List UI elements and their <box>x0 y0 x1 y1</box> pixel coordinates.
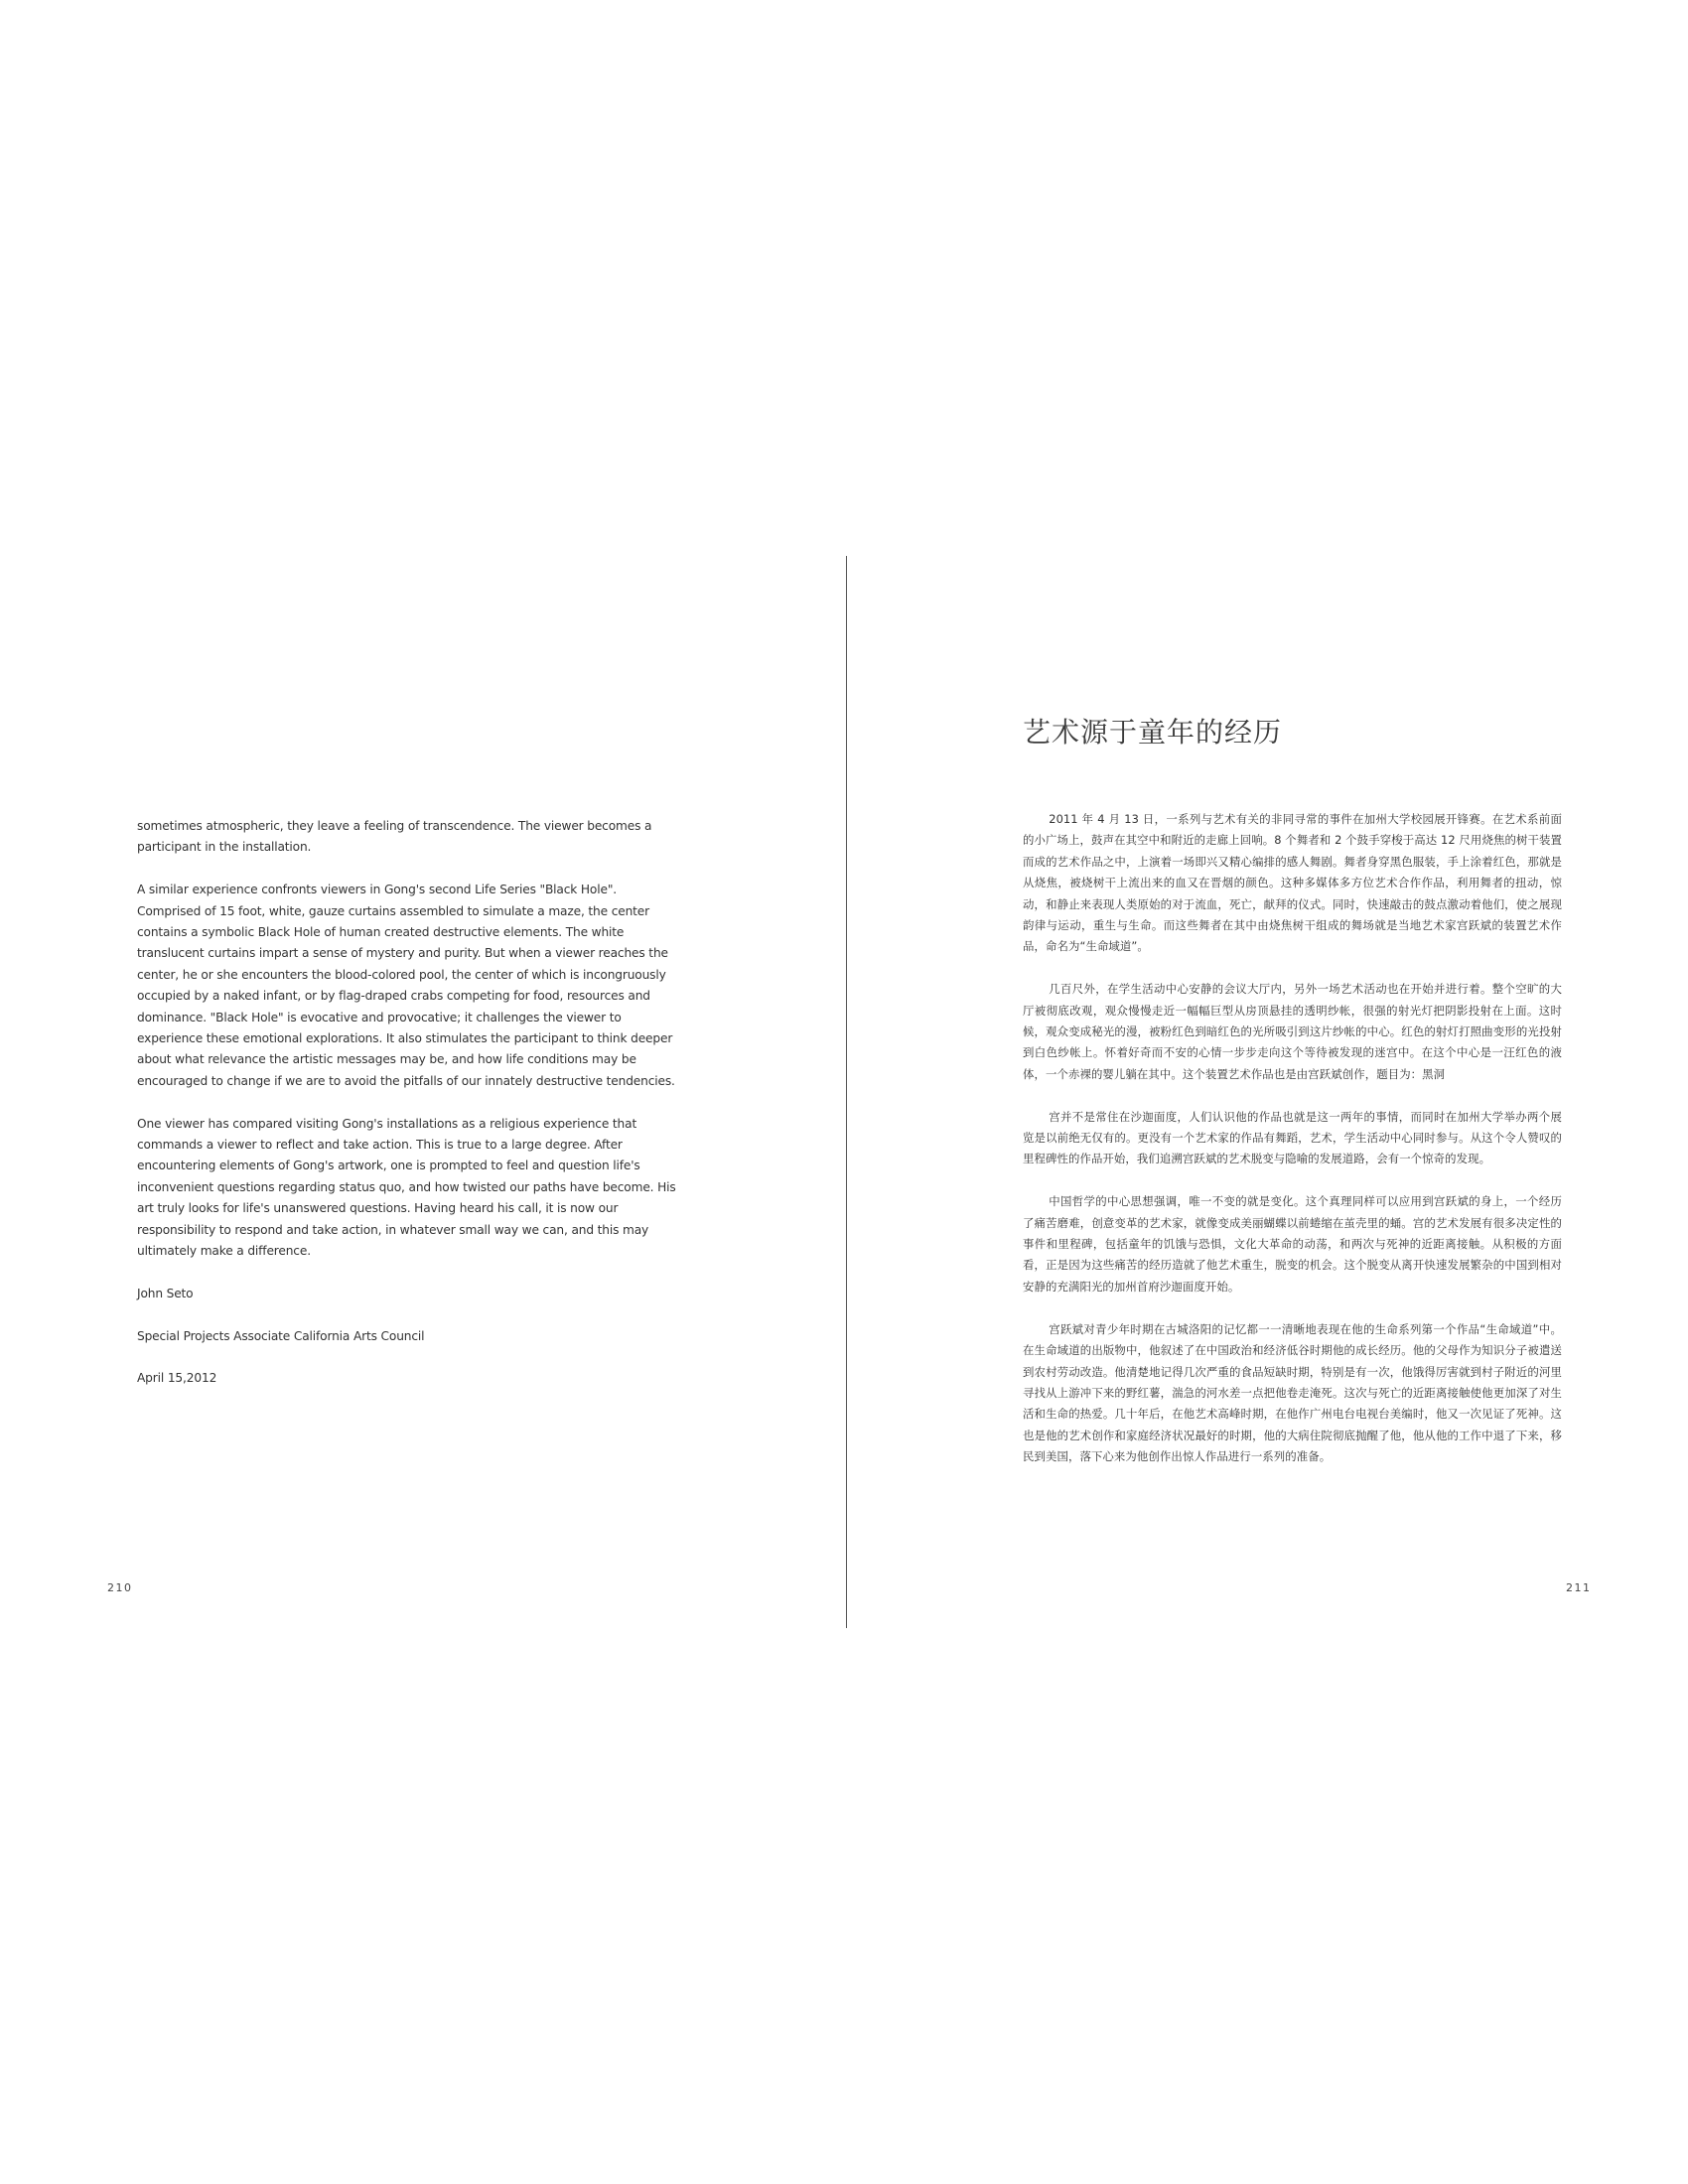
right-paragraph-2: 几百尺外，在学生活动中心安静的会议大厅内，另外一场艺术活动也在开始并进行着。整个空旷的大厅被彻底改观，观众慢慢走近一幅幅巨型从房顶悬挂的透明纱帐，很强的射光灯把阴影投射在上面。这时候，观众变成秘光的漫，被粉红色到暗红色的光所吸引到这片纱帐的中心。红色的射灯打照曲变形的光投射到白色纱帐上。怀着好奇而不安的心情一步步走向这个等待被发现的迷宫中。在这个中心是一汪红色的液体，一个赤裸的婴儿躺在其中。这个装置艺术作品也是由宫跃斌创作，题目为：黑洞 <box>1023 982 1562 1081</box>
signature-date: April 15,2012 <box>137 1371 217 1386</box>
page-gutter-divider <box>846 556 847 1628</box>
left-paragraph-3: One viewer has compared visiting Gong's installations as a religious experience that commands a viewer to reflect and take action. This is true to a large degree. After encountering elements of Gong's artwork, one is prompted to feel and question life's inconvenient questions regarding status quo, and how twisted our paths have become. His art truly looks for life's unanswered questions. Having heard his call, it is now our responsibility to respond and take action, in whatever small way we can, and this may ultimately make a difference. <box>137 1116 676 1259</box>
signature-title: Special Projects Associate California Arts Council <box>137 1328 425 1343</box>
left-paragraph-2: A similar experience confronts viewers in Gong's second Life Series "Black Hole". Comprised of 15 foot, white, gauze curtains assembled to simulate a maze, the center contains a symbolic Black Hole of human created destructive elements. The white translucent curtains impart a sense of mystery and purity. But when a viewer reaches the center, he or she encounters the blood-colored pool, the center of which is incongruously occupied by a naked infant, or by flag-draped crabs competing for food, resources and dominance. "Black Hole" is evocative and provocative; it challenges the viewer to experience these emotional explorations. It also stimulates the participant to think deeper about what relevance the artistic messages may be, and how life conditions may be encouraged to change if we are to avoid the pitfalls of our innately destructive tendencies. <box>137 883 675 1088</box>
right-paragraph-3: 宫并不是常住在沙迦面度，人们认识他的作品也就是这一两年的事情，而同时在加州大学举办两个展览是以前绝无仅有的。更没有一个艺术家的作品有舞蹈，艺术，学生活动中心同时参与。从这个令人赞叹的里程碑性的作品开始，我们追溯宫跃斌的艺术脱变与隐喻的发展道路，会有一个惊奇的发现。 <box>1023 1109 1562 1166</box>
signature-name: John Seto <box>137 1286 194 1300</box>
page-number-left: 210 <box>107 1581 133 1594</box>
right-page-body <box>1023 713 1562 1489</box>
right-paragraph-1: 2011 年 4 月 13 日，一系列与艺术有关的非同寻常的事件在加州大学校园展开锋赛。在艺术系前面的小广场上，鼓声在其空中和附近的走廊上回响。8 个舞者和 2 个鼓手穿梭于高达 12 尺用烧焦的树干装置而成的艺术作品之中，上演着一场即兴又精心编排的感人舞剧。舞者身穿黑色服装，手上涂着红色，那就是从烧焦，被烧树干上流出来的血又在晋烟的颜色。这种多媒体多方位艺术合作作品，利用舞者的扭动，惊动，和静止来表现人类原始的对于流血，死亡，献拜的仪式。同时，快速敲击的鼓点激动着他们，使之展现韵律与运动，重生与生命。而这些舞者在其中由烧焦树干组成的舞场就是当地艺术家宫跃斌的装置艺术作品，命名为“生命域道”。 <box>1023 812 1562 954</box>
right-paragraph-4: 中国哲学的中心思想强调，唯一不变的就是变化。这个真理同样可以应用到宫跃斌的身上，一个经历了痛苦磨难，创意变革的艺术家，就像变成美丽蝴蝶以前蜷缩在茧壳里的蛹。宫的艺术发展有很多决定性的事件和里程碑，包括童年的饥饿与恐惧，文化大革命的动荡，和两次与死神的近距离接触。从积极的方面看，正是因为这些痛苦的经历造就了他艺术重生，脱变的机会。这个脱变从离开快速发展繁杂的中国到相对安静的充满阳光的加州首府沙迦面度开始。 <box>1023 1194 1562 1294</box>
page-number-right: 211 <box>1566 1581 1592 1594</box>
chapter-title: 艺术源于童年的经历 <box>1023 716 1283 749</box>
left-paragraph-1: sometimes atmospheric, they leave a feeling of transcendence. The viewer becomes a participant in the installation. <box>137 819 652 855</box>
right-paragraph-5: 宫跃斌对青少年时期在古城洛阳的记忆都一一清晰地表现在他的生命系列第一个作品“生命域道”中。在生命域道的出版物中，他叙述了在中国政治和经济低谷时期他的成长经历。他的父母作为知识分子被遣送到农村劳动改造。他清楚地记得几次严重的食品短缺时期，特别是有一次，他饿得厉害就到村子附近的河里寻找从上游冲下来的野红薯，湍急的河水差一点把他卷走淹死。这次与死亡的近距离接触使他更加深了对生活和生命的热爱。几十年后，在他艺术高峰时期，在他作广州电台电视台美编时，他又一次见证了死神。这也是他的艺术创作和家庭经济状况最好的时期，他的大病住院彻底抛醒了他，他从他的工作中退了下来，移民到美国，落下心来为他创作出惊人作品进行一系列的准备。 <box>1023 1321 1562 1464</box>
left-page-body <box>137 816 678 1411</box>
